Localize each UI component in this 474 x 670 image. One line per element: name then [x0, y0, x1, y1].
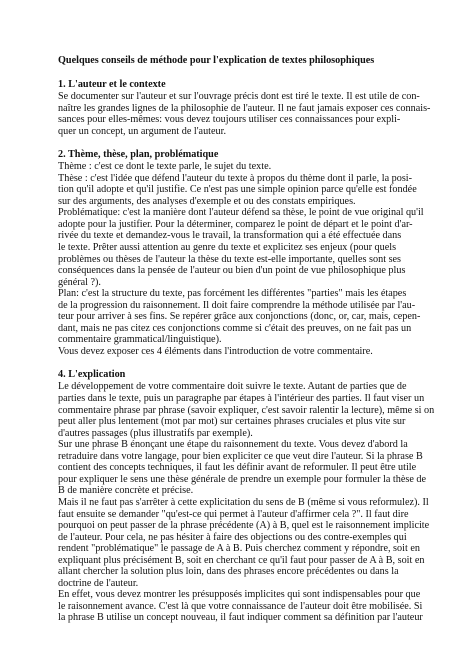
text-line: sances pour elles-mêmes: vous devez toujours utiliser ces connaissances pour expli-	[58, 114, 401, 126]
text-line: la phrase B utilise un concept nouveau, il faut indiquer comment sa définition par l'auteur	[58, 612, 423, 624]
text-line: faut ensuite se demander "qu'est-ce qui permet à l'auteur d'affirmer cela ?". Il faut dire	[58, 508, 409, 520]
text-line: conséquences dans la pensée de l'auteur ou bien d'un point de vue philosophique plus	[58, 265, 406, 277]
text-line: commentaire grammatical/linguistique).	[58, 334, 222, 346]
text-line: général ?).	[58, 276, 101, 288]
text-line: tion qu'il adopte et qu'il justifie. Ce n'est pas une simple opinion parce qu'elle est fondée	[58, 184, 417, 196]
text-line: retraduire dans votre langage, pour bien expliciter ce que veut dire l'auteur. Si la phrase B	[58, 450, 423, 462]
document-body	[58, 79, 450, 624]
text-line: problèmes ou thèses de l'auteur la thèse du texte est-elle importante, quelles sont ses	[58, 253, 402, 265]
text-line: contient des concepts techniques, il faut les définir avant de reformuler. Il peut être utile	[58, 462, 417, 474]
text-line: le texte. Prêter aussi attention au genre du texte et explicitez ses enjeux (pour quels	[58, 242, 397, 254]
text-line: allant chercher la solution plus loin, dans des phrases encore précédentes ou dans la	[58, 566, 399, 578]
text-line: Problématique: c'est la manière dont l'auteur défend sa thèse, le point de vue original qu'il	[58, 207, 424, 219]
section-heading: 2. Thème, thèse, plan, problématique	[58, 149, 219, 161]
text-line: Mais il ne faut pas s'arrêter à cette explicitation du sens de B (même si vous reformulez). Il	[58, 496, 429, 508]
text-line: dant, mais ne pas citez ces conjonctions comme si c'était des preuves, on ne fait pas un	[58, 322, 412, 334]
text-line: Sur une phrase B énonçant une étape du raisonnement du texte. Vous devez d'abord la	[58, 439, 408, 451]
text-line: B de manière concrète et précise.	[58, 485, 194, 497]
section	[58, 149, 450, 357]
text-line: rendent "problématique" le passage de A à B. Puis cherchez comment y répondre, soit en	[58, 543, 420, 555]
text-line: commentaire phrase par phrase (savoir expliquer, c'est savoir ralentir la lecture), même si on	[58, 404, 435, 416]
text-line: expliquant plus précisément B, soit en cherchant ce qu'il faut pour passer de A à B, soit en	[58, 554, 425, 566]
section-paragraph	[58, 91, 450, 137]
text-line: de l'auteur. Pour cela, ne pas hésiter à faire des objections ou des contre-exemples qui	[58, 531, 407, 543]
text-line: adopte pour la justifier. Pour la déterminer, comparez le point de départ et le point d'ar-	[58, 218, 413, 230]
text-line: naître les grandes lignes de la philosophie de l'auteur. Il ne faut jamais exposer ces connais-	[58, 102, 431, 114]
text-line: peut aller plus lentement (mot par mot) sur certaines phrases cruciales et plus vite sur	[58, 416, 406, 428]
text-line: Le développement de votre commentaire doit suivre le texte. Autant de parties que de	[58, 381, 407, 393]
section-paragraph	[58, 161, 450, 357]
document-title: Quelques conseils de méthode pour l'explication de textes philosophiques	[58, 55, 375, 66]
text-line: le raisonnement avance. C'est là que votre connaissance de l'auteur doit être mobilisée. Si	[58, 600, 423, 612]
text-line: rivée du texte et demandez-vous le travail, la transformation qui a été effectuée dans	[58, 230, 402, 242]
text-line: parties dans le texte, puis un paragraphe par étapes à l'intérieur des parties. Il faut viser un	[58, 393, 425, 405]
section	[58, 79, 450, 137]
section-heading: 1. L'auteur et le contexte	[58, 79, 166, 90]
section	[58, 369, 450, 623]
text-line: pour expliquer le sens une thèse générale de prendre un exemple pour formuler la thèse de	[58, 473, 427, 485]
text-line: teur pour arriver à ses fins. Se repérer grâce aux conjonctions (donc, or, car, mais, cepen-	[58, 311, 421, 323]
text-line: En effet, vous devez montrer les présupposés implicites qui sont indispensables pour que	[58, 589, 421, 601]
text-line: d'autres passages (plus illustratifs par exemple).	[58, 427, 253, 439]
text-line: Vous devez exposer ces 4 éléments dans l'introduction de votre commentaire.	[58, 345, 373, 357]
text-line: Plan: c'est la structure du texte, pas forcément les différentes "parties" mais les étapes	[58, 288, 407, 300]
text-line: Thèse : c'est l'idée que défend l'auteur du texte à propos du thème dont il parle, la posi-	[58, 172, 413, 184]
text-line: quer un concept, un argument de l'auteur.	[58, 125, 226, 137]
text-line: de la progression du raisonnement. Il doit faire comprendre la méthode utilisée par l'au-	[58, 299, 416, 311]
text-line: Se documenter sur l'auteur et sur l'ouvrage précis dont est tiré le texte. Il est utile de con-	[58, 91, 420, 102]
text-line: doctrine de l'auteur.	[58, 577, 139, 589]
section-heading: 4. L'explication	[58, 369, 126, 381]
text-line: pourquoi on peut passer de la phrase précédente (A) à B, quel est le raisonnement implicite	[58, 520, 430, 532]
text-line: Thème : c'est ce dont le texte parle, le sujet du texte.	[58, 161, 272, 173]
text-line: sur des arguments, des analyses d'exemple et ou des constats empiriques.	[58, 195, 356, 207]
section-paragraph	[58, 381, 450, 623]
